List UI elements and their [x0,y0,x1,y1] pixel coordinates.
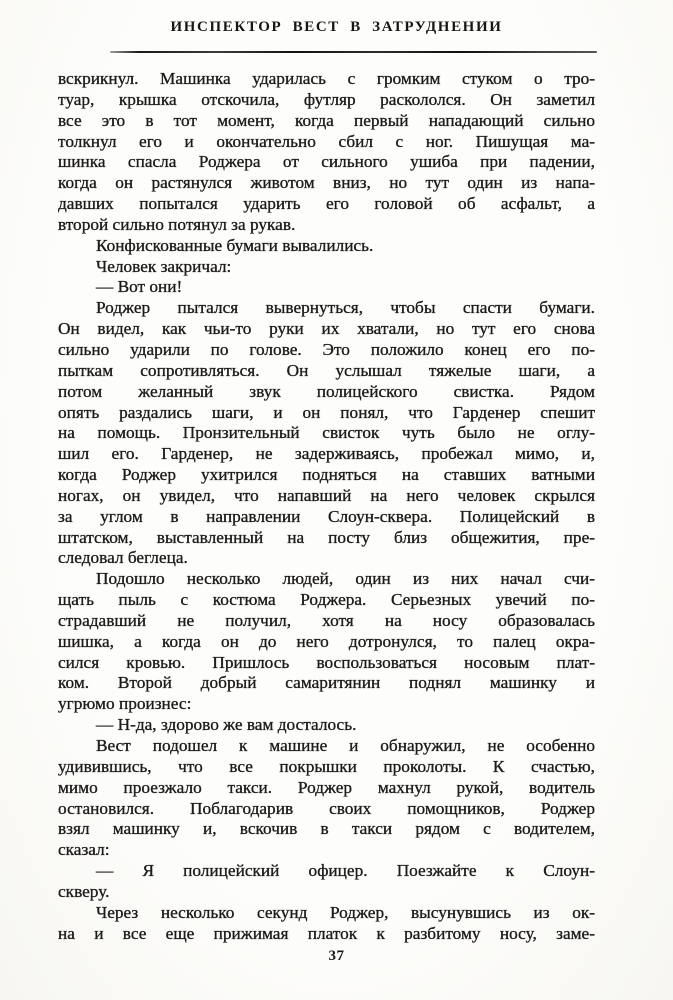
text-line: сился кровью. Пришлось воспользоваться носовым плат- [58,652,595,672]
text-line: — Вот они! [96,277,183,297]
text-line: Подошло несколько людей, один из них начал счи- [96,569,595,589]
text-line: ногах, он увидел, что напавший на него человек скрылся [58,485,595,505]
body-text [58,69,595,944]
text-line: следовал беглеца. [58,548,188,568]
text-line: вскрикнул. Машинка ударилась с громким стуком о тро- [58,69,595,88]
text-line: страдавший не получил, хотя на носу образовалась [58,610,595,630]
page-number: 37 [328,948,345,964]
text-line: Конфискованные бумаги вывалились. [96,235,374,255]
text-line: когда он растянулся животом вниз, но тут один из напа- [58,173,595,193]
text-line: сказал: [58,840,110,860]
text-line: на и все еще прижимая платок к разбитому носу, заме- [58,923,595,943]
text-line: штатском, выставленный на посту близ общежития, пре- [58,527,595,547]
text-line: за углом в направлении Слоун-сквера. Полицейский в [58,506,595,526]
text-line: — Н-да, здорово же вам досталось. [96,715,357,735]
text-line: пыткам сопротивляться. Он услышал тяжелые шаги, а [58,360,595,380]
text-line: когда Роджер ухитрился подняться на ставших ватными [58,465,595,485]
text-line: Он видел, как чьи-то руки их хватали, но тут его снова [58,319,595,339]
text-line: опять раздались шаги, и он понял, что Гарденер спешит [58,402,595,422]
text-line: шишка, а когда он до него дотронулся, то палец окра- [58,631,595,651]
text-line: щать пыль с костюма Роджера. Серьезных увечий по- [58,590,595,610]
text-line: Роджер пытался вывернуться, чтобы спасти бумаги. [96,298,595,318]
text-line: остановился. Поблагодарив своих помощников, Роджер [58,798,595,818]
text-line: Человек закричал: [96,256,232,276]
text-line: ком. Второй добрый самаритянин поднял машинку и [58,673,595,693]
text-line: — Я полицейский офицер. Поезжайте к Слоун- [96,861,595,881]
text-line: туар, крышка отскочила, футляр раскололся. Он заметил [58,89,595,109]
text-line: толкнул его и окончательно сбил с ног. Пишущая ма- [58,131,595,151]
text-line: все это в тот момент, когда первый нападающий сильно [58,110,595,130]
text-line: давших попытался ударить его головой об асфальт, а [58,194,595,214]
text-line: потом желанный звук полицейского свистка. Рядом [58,381,595,401]
text-line: шил его. Гарденер, не задерживаясь, пробежал мимо, и, [58,444,595,464]
header-rule [110,51,597,53]
text-line: взял машинку и, вскочив в такси рядом с водителем, [58,819,595,839]
text-line: сильно ударили по голове. Это положило конец его по- [58,339,595,359]
text-line: второй сильно потянул за рукав. [58,214,296,234]
text-line: угрюмо произнес: [58,694,192,714]
text-line: шинка спасла Роджера от сильного ушиба при падении, [58,152,595,172]
text-line: Вест подошел к машине и обнаружил, не особенно [96,736,595,755]
text-line: удивившись, что все покрышки проколоты. К счастью, [58,756,595,776]
text-line: мимо проезжало такси. Роджер махнул рукой, водитель [58,777,595,797]
running-title: ИНСПЕКТОР ВЕСТ В ЗАТРУДНЕНИИ [170,19,503,35]
text-line: скверу. [58,881,110,901]
text-line: Через несколько секунд Роджер, высунувшись из ок- [96,902,595,922]
text-line: на помощь. Пронзительный свисток чуть было не оглу- [58,423,595,443]
